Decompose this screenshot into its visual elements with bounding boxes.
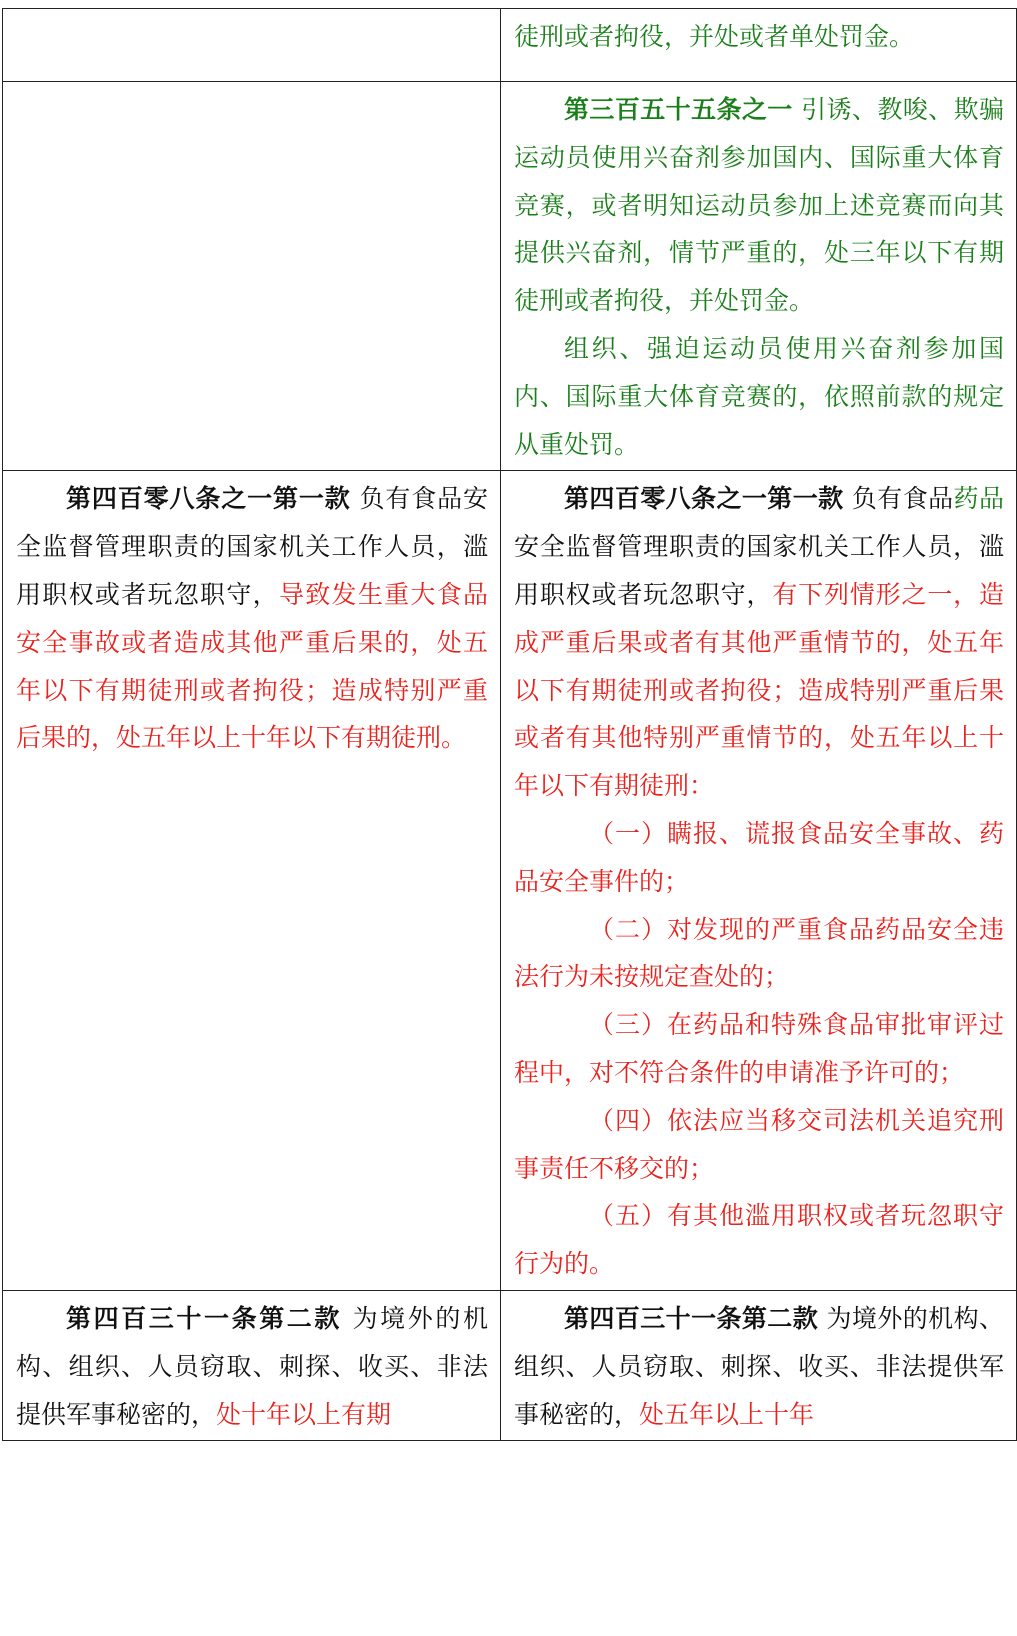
list-item: （四）依法应当移交司法机关追究刑事责任不移交的； [514, 1105, 1004, 1183]
amended-cell [501, 1290, 1017, 1440]
original-cell [3, 471, 501, 1291]
clause-text: 负有食品安全监督管理职责的国家机关工作人员，滥用职权或者玩忽职守， [16, 484, 488, 609]
article-paragraph [16, 475, 488, 762]
comparison-table [2, 8, 1017, 1441]
article-paragraph [514, 475, 1004, 810]
list-item: （二）对发现的严重食品药品安全违法行为未按规定查处的； [514, 914, 1004, 992]
clause-text: 为境外的机构、组织、人员窃取、刺探、收买、非法提供军事秘密的， [16, 1303, 488, 1429]
table-row [3, 471, 1017, 1291]
article-paragraph [514, 86, 1004, 325]
added-text: 药品 [953, 484, 1004, 514]
clause-text: 为境外的机构、组织、人员窃取、刺探、收买、非法提供军事秘密的， [514, 1303, 1004, 1429]
original-cell [3, 82, 501, 471]
changed-text: 有下列情形之一，造成严重后果或者有其他严重情节的，处五年以下有期徒刑或者拘役；造成特别严重后果或者有其他特别严重情节的，处五年以上十年以下有期徒刑： [514, 579, 1004, 801]
amended-cell [501, 82, 1017, 471]
clause-text: 徒刑或者拘役，并处或者单处罚金。 [514, 22, 915, 51]
article-heading: 第三百五十五条之一 [564, 95, 793, 124]
list-item: （三）在药品和特殊食品审批审评过程中，对不符合条件的申请准予许可的； [514, 1010, 1004, 1087]
changed-text: 导致发生重大食品安全事故或者造成其他严重后果的，处五年以下有期徒刑或者拘役；造成特别严重后果的，处五年以上十年以下有期徒刑。 [16, 579, 488, 753]
clause-text: 引诱、教唆、欺骗运动员使用兴奋剂参加国内、国际重大体育竞赛，或者明知运动员参加上述竞赛而向其提供兴奋剂，情节严重的，处三年以下有期徒刑或者拘役，并处罚金。 [514, 95, 1004, 316]
article-paragraph: 组织、强迫运动员使用兴奋剂参加国内、国际重大体育竞赛的，依照前款的规定从重处罚。 [514, 333, 1004, 459]
list-item: （五）有其他滥用职权或者玩忽职守行为的。 [514, 1201, 1004, 1279]
article-heading: 第四百三十一条第二款 [66, 1303, 343, 1333]
original-cell [3, 9, 501, 82]
article-paragraph [16, 1295, 488, 1438]
table-row [3, 82, 1017, 471]
table-row [3, 1290, 1017, 1440]
amended-cell [501, 9, 1017, 82]
article-heading: 第四百三十一条第二款 [564, 1303, 819, 1333]
article-heading: 第四百零八条之一第一款 [564, 484, 844, 514]
amended-cell [501, 471, 1017, 1291]
clause-text: 安全监督管理职责的国家机关工作人员，滥用职权或者玩忽职守， [514, 532, 1004, 609]
article-paragraph [514, 1295, 1004, 1438]
changed-text: 处五年以上十年 [639, 1399, 815, 1429]
clause-text: 负有食品 [851, 484, 954, 514]
article-heading: 第四百零八条之一第一款 [66, 484, 351, 514]
list-item: （一）瞒报、谎报食品安全事故、药品安全事件的； [514, 818, 1004, 896]
table-row [3, 9, 1017, 82]
changed-text: 处十年以上有期 [216, 1399, 392, 1429]
original-cell [3, 1290, 501, 1440]
